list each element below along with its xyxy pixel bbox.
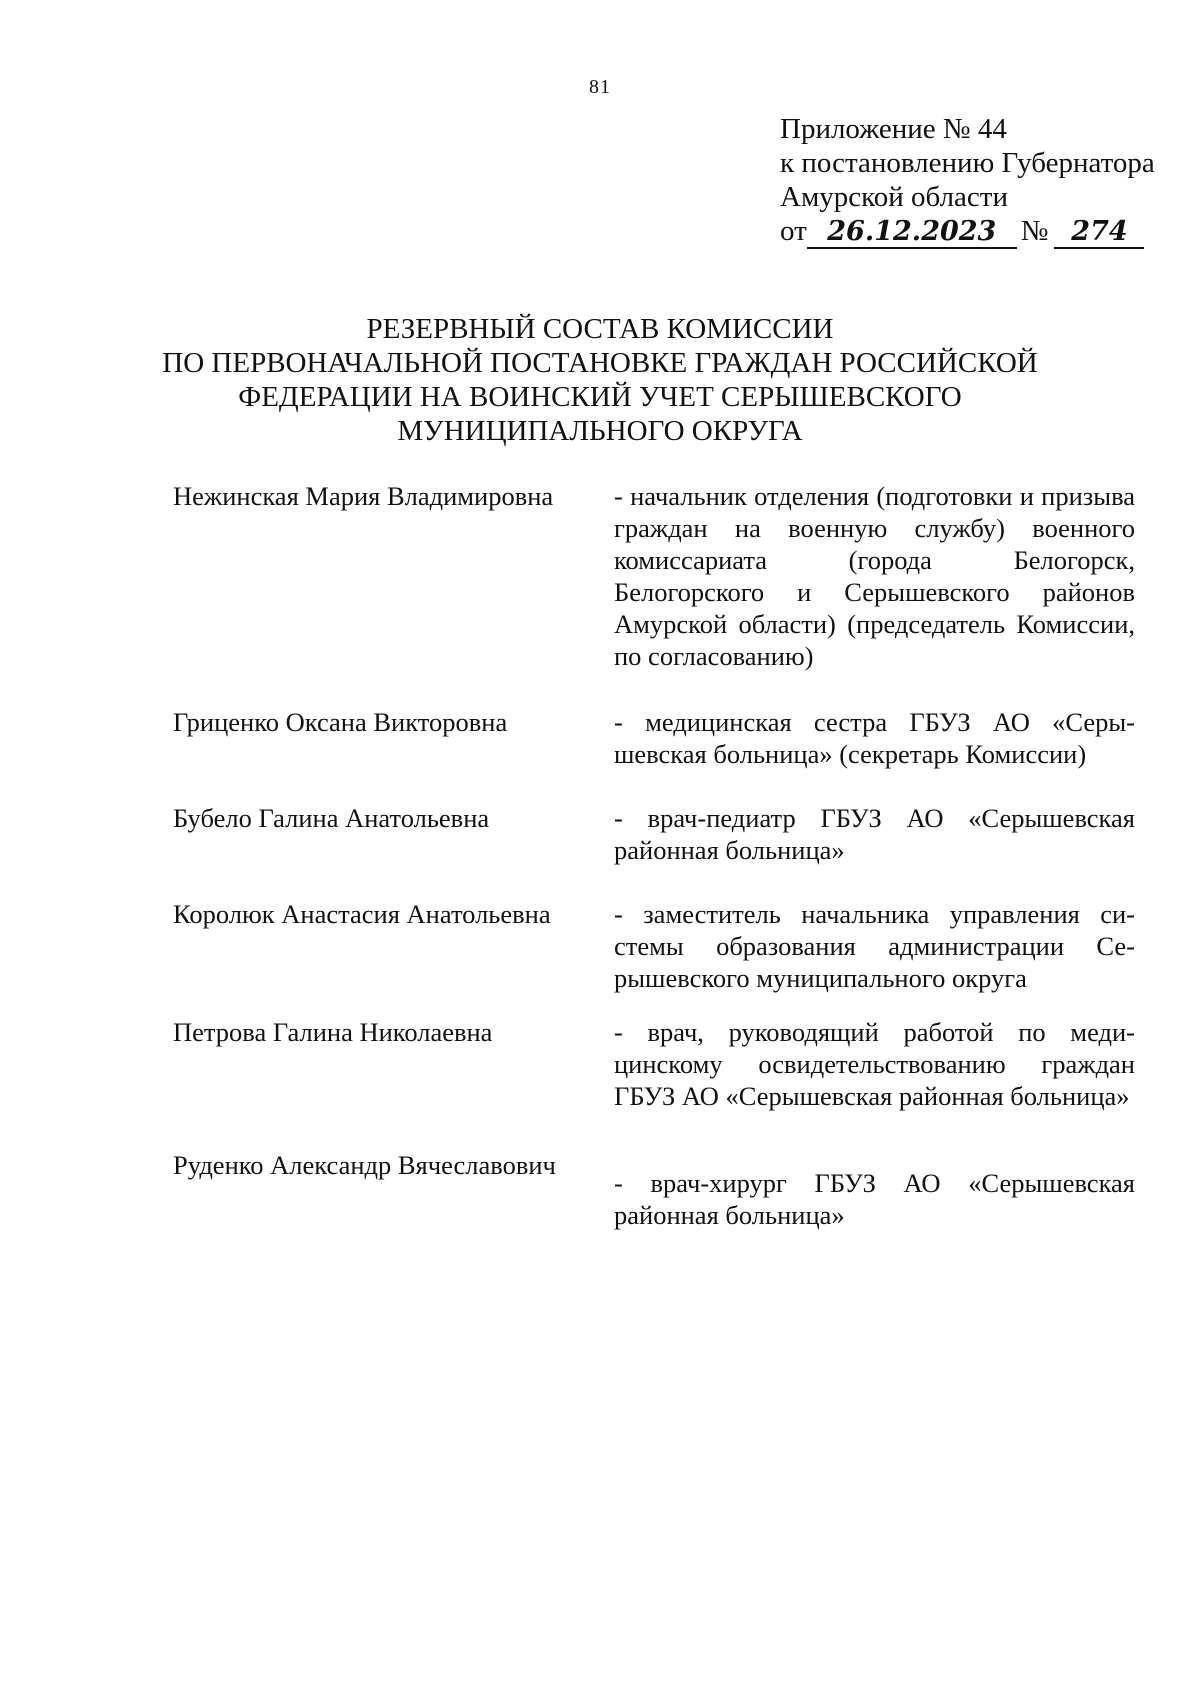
- appendix-date-line: [780, 214, 1180, 249]
- member-name: Гриценко Оксана Викторовна: [173, 707, 508, 737]
- member-role: - заместитель начальника управления системы образования администрации Серышевского муниципального округа: [614, 899, 1135, 993]
- member-name: Бубело Галина Анатольевна: [173, 803, 490, 833]
- member-role: - врач-хирург ГБУЗ АО «Серышевская районная больница»: [614, 1168, 1135, 1230]
- appendix-block: [780, 112, 1180, 249]
- document-title: [0, 312, 1200, 448]
- member-name: Нежинская Мария Владимировна: [173, 481, 554, 511]
- appendix-line-3: Амурской области: [780, 181, 1008, 213]
- handwritten-number: 274: [1054, 217, 1144, 249]
- member-name: Петрова Галина Николаевна: [173, 1017, 493, 1047]
- member-role: - врач-педиатр ГБУЗ АО «Серышевская районная больница»: [614, 803, 1135, 865]
- member-role: - медицинская сестра ГБУЗ АО «Серышевская больница» (секретарь Комиссии): [614, 707, 1135, 769]
- member-role: - начальник отделения (подготовки и призыва граждан на военную службу) военного комиссариата (города Белогорск, Белогорского и Серышевского районов Амурской области) (председатель Комиссии, по согласованию): [614, 481, 1135, 671]
- member-role: - врач, руководящий работой по медицинскому освидетельствованию граждан ГБУЗ АО «Серышевская районная больница»: [614, 1017, 1135, 1111]
- appendix-line-2: к постановлению Губернатора: [780, 147, 1155, 179]
- title-line-2: ПО ПЕРВОНАЧАЛЬНОЙ ПОСТАНОВКЕ ГРАЖДАН РОССИЙСКОЙ: [162, 347, 1038, 379]
- title-line-3: ФЕДЕРАЦИИ НА ВОИНСКИЙ УЧЕТ СЕРЫШЕВСКОГО: [238, 381, 962, 413]
- appendix-line-1: Приложение № 44: [780, 113, 1007, 145]
- date-prefix: от: [780, 215, 807, 247]
- handwritten-date: 26.12.2023: [807, 217, 1017, 249]
- title-line-1: РЕЗЕРВНЫЙ СОСТАВ КОМИССИИ: [366, 313, 834, 345]
- number-label: №: [1020, 215, 1049, 247]
- member-name: Руденко Александр Вячеславович: [173, 1150, 556, 1180]
- page-number: 81: [589, 76, 611, 98]
- title-line-4: МУНИЦИПАЛЬНОГО ОКРУГА: [397, 415, 803, 447]
- member-name: Королюк Анастасия Анатольевна: [173, 899, 551, 929]
